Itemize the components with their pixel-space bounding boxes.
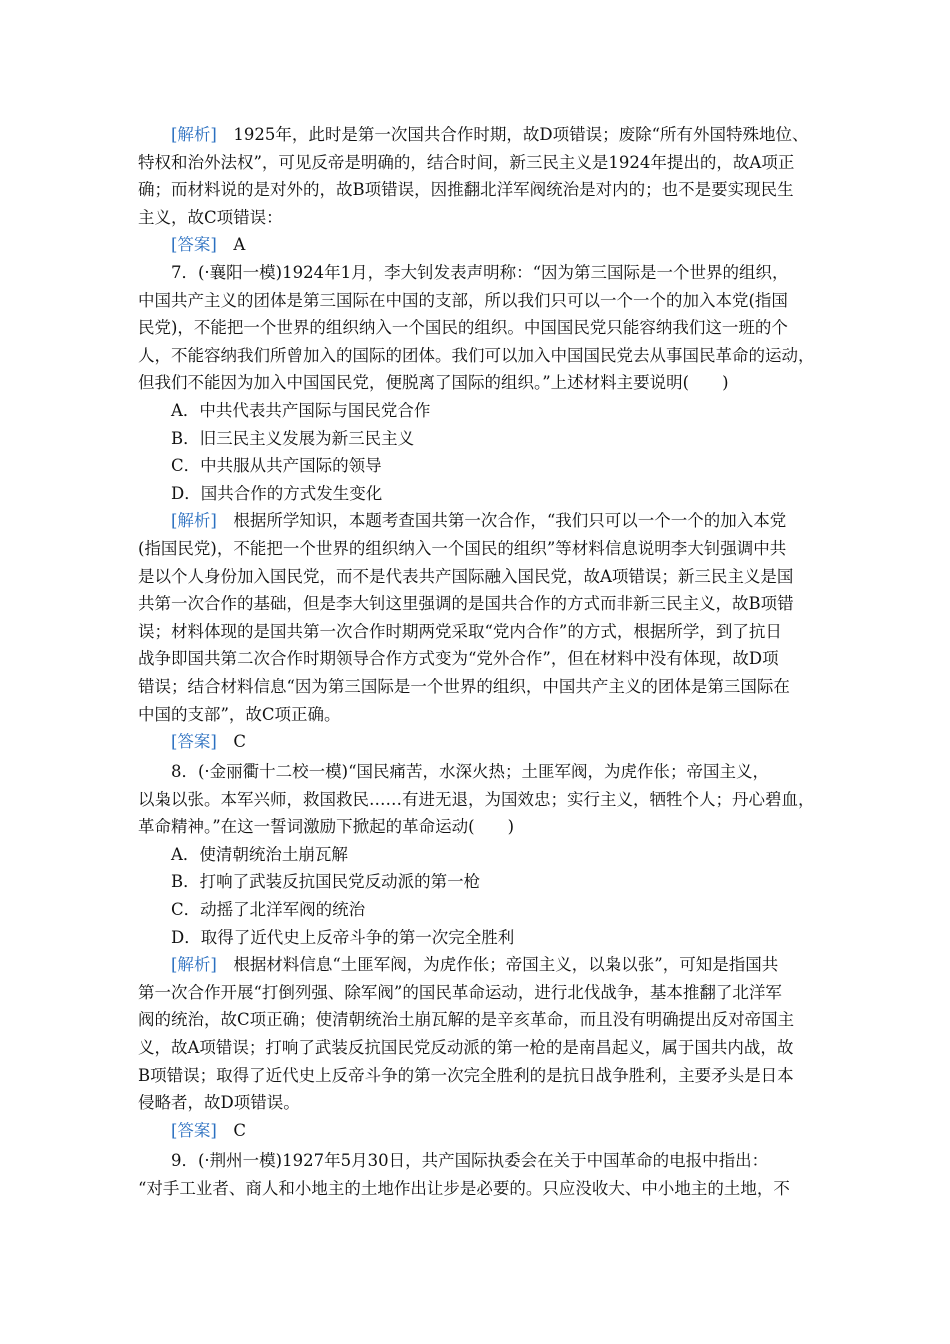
analysis-text: 主义，故C项错误： [138, 207, 283, 227]
question-stem: 革命精神。”在这一誓词激励下掀起的革命运动( ) [138, 817, 515, 837]
analysis-text: B项错误；取得了近代史上反帝斗争的第一次完全胜利的是抗日战争胜利，主要矛头是日本 [138, 1065, 794, 1085]
analysis-text: 错误；结合材料信息“因为第三国际是一个世界的组织，中国共产主义的团体是第三国际在 [138, 676, 790, 696]
question-stem: 人，不能容纳我们所曾加入的国际的团体。我们可以加入中国国民党去从事国民革命的运动， [138, 345, 815, 365]
analysis-tag: [解析] [171, 511, 217, 531]
analysis-text: 是以个人身份加入国民党，而不是代表共产国际融入国民党，故A项错误；新三民主义是国 [138, 566, 794, 586]
answer-line [138, 728, 818, 756]
analysis-text: 中国的支部”，故C项正确。 [138, 704, 341, 724]
prev-analysis [138, 121, 818, 259]
answer-value: C [233, 1120, 246, 1140]
option-a: A．使清朝统治土崩瓦解 [171, 844, 348, 864]
analysis-text: (指国民党)，不能把一个世界的组织纳入一个国民的组织”等材料信息说明李大钊强调中共 [138, 538, 787, 558]
analysis-tag: [解析] [171, 955, 217, 975]
analysis-text: 共第一次合作的基础，但是李大钊这里强调的是国共合作的方式而非新三民主义，故B项错 [138, 594, 794, 614]
option-c: C．中共服从共产国际的领导 [171, 456, 382, 476]
question-8 [138, 758, 818, 1144]
answer-tag: [答案] [171, 235, 217, 255]
prev-answer-line [138, 231, 818, 259]
answer-line [138, 1117, 818, 1145]
analysis-text: 义，故A项错误；打响了武装反抗国民党反动派的第一枪的是南昌起义，属于国共内战，故 [138, 1037, 794, 1057]
analysis-text: 战争即国共第二次合作时期领导合作方式变为“党外合作”，但在材料中没有体现，故D项 [138, 649, 779, 669]
option-a: A．中共代表共产国际与国民党合作 [171, 400, 431, 420]
answer-tag: [答案] [171, 1120, 217, 1140]
option-b: B．旧三民主义发展为新三民主义 [171, 428, 415, 448]
question-7 [138, 259, 818, 756]
analysis-text: 特权和治外法权”，可见反帝是明确的，结合时间，新三民主义是1924年提出的，故A项正 [138, 152, 795, 172]
analysis-text: 误；材料体现的是国共第一次合作时期两党采取“党内合作”的方式，根据所学，到了抗日 [138, 621, 782, 641]
question-stem: 8．(·金丽衢十二校一模)“国民痛苦，水深火热；土匪军阀，为虎作伥；帝国主义， [171, 762, 770, 781]
question-stem: “对手工业者、商人和小地主的土地作出让步是必要的。只应没收大、中小地主的土地，不 [138, 1178, 790, 1198]
question-stem: 以枭以张。本军兴师，救国救民……有进无退，为国效忠；实行主义，牺牲个人；丹心碧血， [138, 789, 815, 809]
analysis-text: 侵略者，故D项错误。 [138, 1093, 300, 1113]
analysis-text: 根据材料信息“土匪军阀，为虎作伥；帝国主义，以枭以张”，可知是指国共 [233, 955, 779, 975]
analysis-text: 确；而材料说的是对外的，故B项错误，因推翻北洋军阀统治是对内的；也不是要实现民生 [138, 180, 794, 200]
question-stem: 民党)，不能把一个世界的组织纳入一个国民的组织。中国国民党只能容纳我们这一班的个 [138, 318, 788, 338]
option-d: D．取得了近代史上反帝斗争的第一次完全胜利 [171, 927, 515, 947]
answer-value: A [233, 235, 246, 255]
answer-value: C [233, 732, 246, 752]
question-stem: 9．(·荆州一模)1927年5月30日，共产国际执委会在关于中国革命的电报中指出： [171, 1151, 769, 1170]
question-stem: 7．(·襄阳一模)1924年1月，李大钊发表声明称：“因为第三国际是一个世界的组织， [171, 263, 789, 282]
analysis-text: 第一次合作开展“打倒列强、除军阀”的国民革命运动，进行北伐战争，基本推翻了北洋军 [138, 982, 782, 1002]
analysis-tag: [解析] [171, 125, 217, 144]
analysis-text: 1925年，此时是第一次国共合作时期，故D项错误；废除“所有外国特殊地位、 [233, 125, 809, 144]
option-c: C．动摇了北洋军阀的统治 [171, 899, 366, 919]
question-9 [138, 1147, 818, 1202]
answer-tag: [答案] [171, 732, 217, 752]
question-stem: 中国共产主义的团体是第三国际在中国的支部，所以我们只可以一个一个的加入本党(指国 [138, 290, 788, 310]
analysis-text: 根据所学知识，本题考查国共第一次合作，“我们只可以一个一个的加入本党 [233, 511, 787, 531]
option-d: D．国共合作的方式发生变化 [171, 483, 383, 503]
question-stem: 但我们不能因为加入中国国民党，便脱离了国际的组织。”上述材料主要说明( ) [138, 373, 729, 393]
option-b: B．打响了武装反抗国民党反动派的第一枪 [171, 872, 481, 892]
analysis-text: 阀的统治，故C项正确；使清朝统治土崩瓦解的是辛亥革命，而且没有明确提出反对帝国主 [138, 1010, 795, 1030]
